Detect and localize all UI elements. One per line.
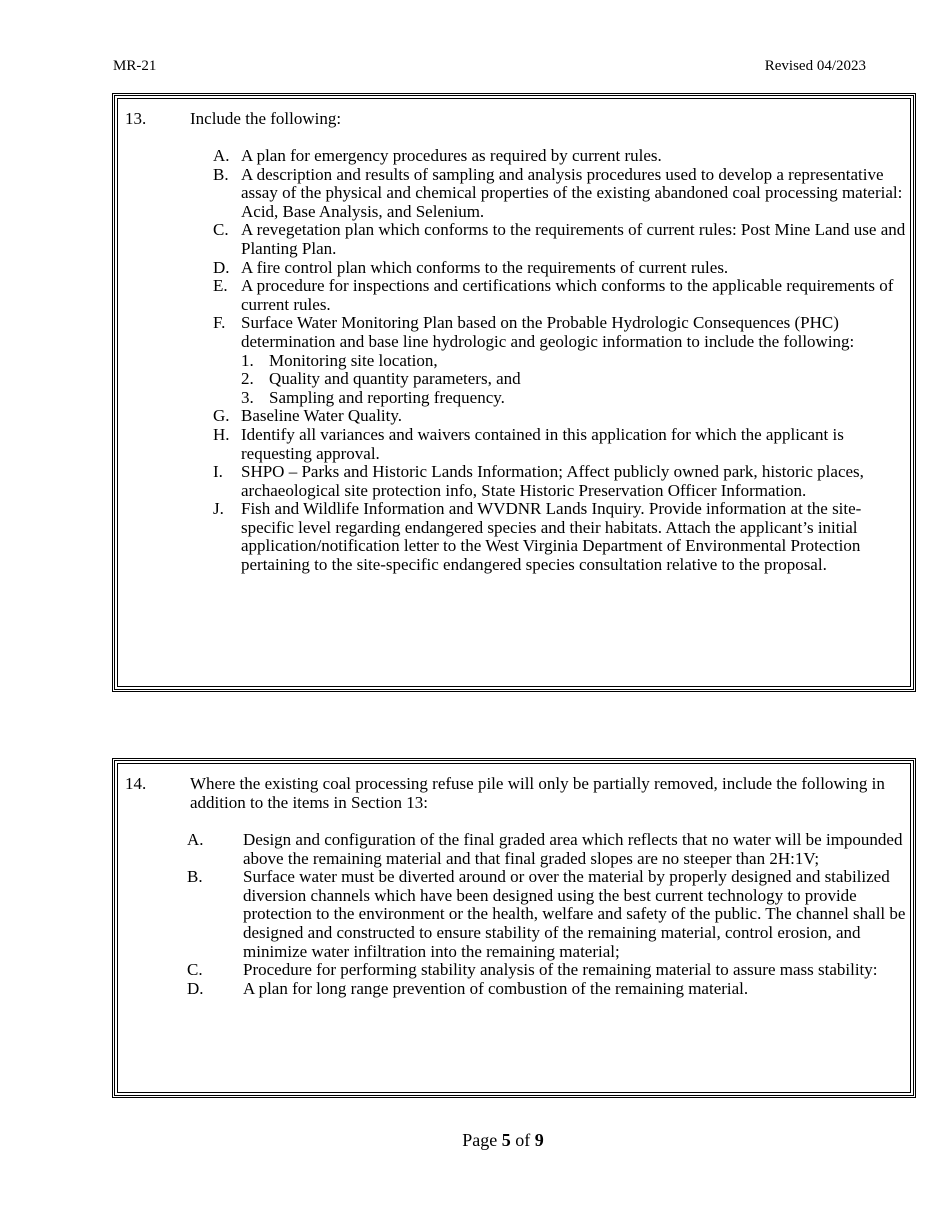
list-item: D. A plan for long range prevention of combustion of the remaining material. — [187, 978, 749, 998]
section-14-heading: Where the existing coal processing refuse pile will only be partially removed, include the following in addition to the items in Section 13: — [190, 774, 885, 812]
section-14-number: 14. — [125, 774, 147, 793]
list-item: B. Surface water must be diverted around or over the material by properly designed and stabilized diversion channels which have been designed using the best current technology to provide protection to the environment or the health, welfare and safety of the public. The channel shall be designed and constructed to ensure stability of the remaining material, control erosion, and minimize water infiltration into the remaining material; — [187, 867, 906, 961]
list-item: B. A description and results of sampling and analysis procedures used to develop a representative assay of the physical and chemical properties of the existing abandoned coal processing material: Acid, Base Analysis, and Selenium. — [213, 164, 903, 221]
section-13-number: 13. — [125, 109, 147, 128]
revision-date: Revised 04/2023 — [764, 58, 866, 74]
list-item: C. Procedure for performing stability analysis of the remaining material to assure mass stability: — [187, 960, 878, 980]
list-item: A. Design and configuration of the final graded area which reflects that no water will be impounded above the remaining material and that final graded slopes are no steeper than 2H:1V; — [187, 830, 903, 868]
list-item: D. A fire control plan which conforms to the requirements of current rules. — [213, 257, 729, 277]
list-item: C. A revegetation plan which conforms to the requirements of current rules: Post Mine Land use and Planting Plan. — [213, 220, 906, 258]
sublist-item: 3. Sampling and reporting frequency. — [241, 387, 505, 407]
section-14-list — [187, 831, 913, 998]
section-13-box — [112, 93, 916, 692]
sublist-f — [213, 352, 913, 408]
list-item: H. Identify all variances and waivers contained in this application for which the applicant is requesting approval. — [213, 424, 844, 463]
sublist-item: 2. Quality and quantity parameters, and — [241, 369, 521, 389]
list-item: I. SHPO – Parks and Historic Lands Information; Affect publicly owned park, historic places, archaeological site protection info, State Historic Preservation Officer Information. — [213, 462, 864, 500]
list-item: G. Baseline Water Quality. — [213, 406, 403, 426]
section-14-box — [112, 758, 916, 1098]
list-item: A. A plan for emergency procedures as required by current rules. — [213, 146, 662, 165]
list-item: J. Fish and Wildlife Information and WVDNR Lands Inquiry. Provide information at the site-specific level regarding endangered species and their habitats. Attach the applicant’s initial application/notification letter to the West Virginia Department of Environmental Protection pertaining to the site-specific endangered species consultation relative to the proposal. — [213, 499, 862, 575]
form-id: MR-21 — [113, 58, 157, 74]
section-13-list — [213, 147, 913, 575]
sublist-item: 1. Monitoring site location, — [241, 350, 438, 370]
list-item: E. A procedure for inspections and certifications which conforms to the applicable requirements of current rules. — [213, 276, 894, 314]
section-13-heading: Include the following: — [190, 109, 342, 128]
list-item: F. Surface Water Monitoring Plan based on the Probable Hydrologic Consequences (PHC) determination and base line hydrologic and geologic information to include the following: — [213, 313, 855, 351]
page-number: Page 5 of 9 — [462, 1130, 544, 1150]
